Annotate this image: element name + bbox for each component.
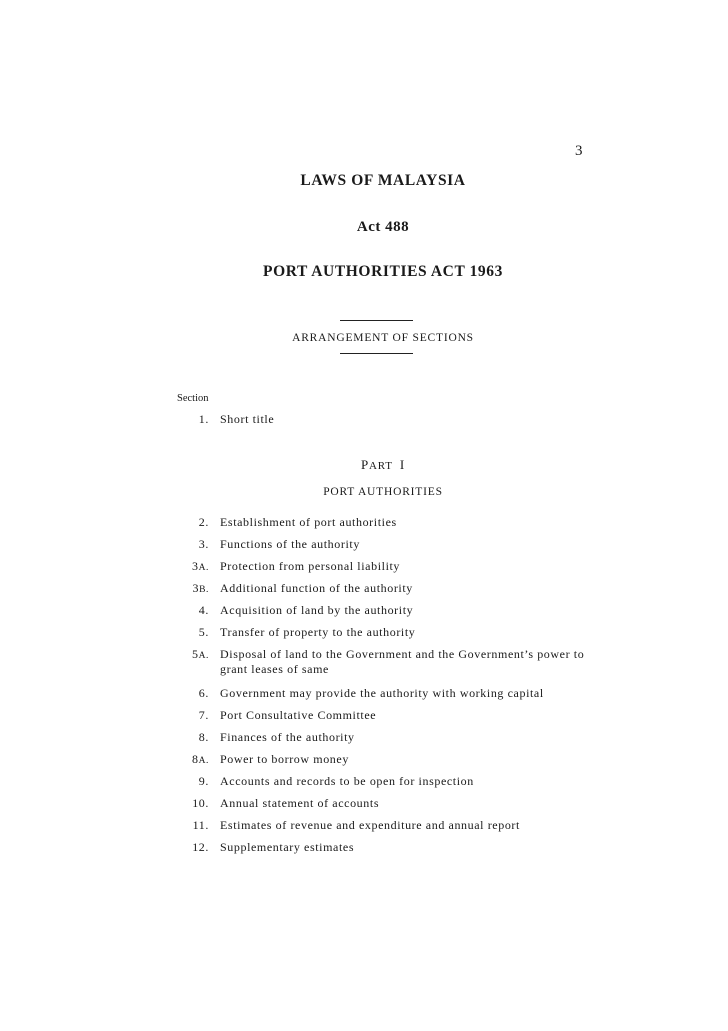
top-rule — [340, 320, 413, 321]
section-title: Supplementary estimates — [220, 840, 355, 854]
section-title: Port Consultative Committee — [220, 708, 377, 722]
section-title: Protection from personal liability — [220, 559, 401, 573]
section-title: Accounts and records to be open for inspection — [220, 774, 474, 788]
section-number: 6. — [198, 686, 209, 700]
act-number: Act 488 — [356, 219, 410, 235]
part-roman: I — [399, 457, 406, 472]
part-heading-initial: P — [360, 457, 370, 472]
section-number: 2. — [198, 515, 209, 529]
bottom-rule — [340, 353, 413, 354]
section-number: 3. — [198, 537, 209, 551]
section-number: 5. — [198, 625, 209, 639]
section-title: Power to borrow money — [220, 752, 349, 766]
section-title: Additional function of the authority — [220, 581, 413, 595]
section-label: Section — [177, 393, 209, 404]
laws-heading: LAWS OF MALAYSIA — [300, 172, 466, 189]
section-number: 8. — [198, 730, 209, 744]
section-title: Finances of the authority — [220, 730, 355, 744]
arrangement-heading: ARRANGEMENT OF SECTIONS — [292, 332, 474, 344]
section-title: Short title — [220, 412, 275, 426]
section-number: 8A. — [191, 752, 209, 766]
section-title: Functions of the authority — [220, 537, 360, 551]
section-number: 9. — [198, 774, 209, 788]
section-number: 10. — [192, 796, 209, 810]
part-name: PORT AUTHORITIES — [323, 486, 443, 498]
section-title: Disposal of land to the Government and the Government’s power to grant leases of same — [220, 647, 585, 676]
section-title: Acquisition of land by the authority — [220, 603, 414, 617]
section-number: 3A. — [191, 559, 209, 573]
section-title: Annual statement of accounts — [220, 796, 380, 810]
section-title: Government may provide the authority with working capital — [220, 686, 544, 700]
section-number: 5A. — [191, 647, 209, 661]
section-number: 3B. — [192, 581, 209, 595]
section-title: Establishment of port authorities — [220, 515, 397, 529]
act-title: PORT AUTHORITIES ACT 1963 — [263, 263, 503, 280]
part-heading — [178, 457, 588, 473]
part-heading-rest: ART — [369, 460, 393, 472]
section-number: 11. — [192, 818, 209, 832]
page-number: 3 — [575, 143, 583, 159]
section-title: Transfer of property to the authority — [220, 625, 416, 639]
section-title: Estimates of revenue and expenditure and annual report — [220, 818, 520, 832]
section-number: 12. — [192, 840, 209, 854]
section-number: 7. — [198, 708, 209, 722]
section-number: 4. — [198, 603, 209, 617]
section-number: 1. — [198, 412, 209, 426]
